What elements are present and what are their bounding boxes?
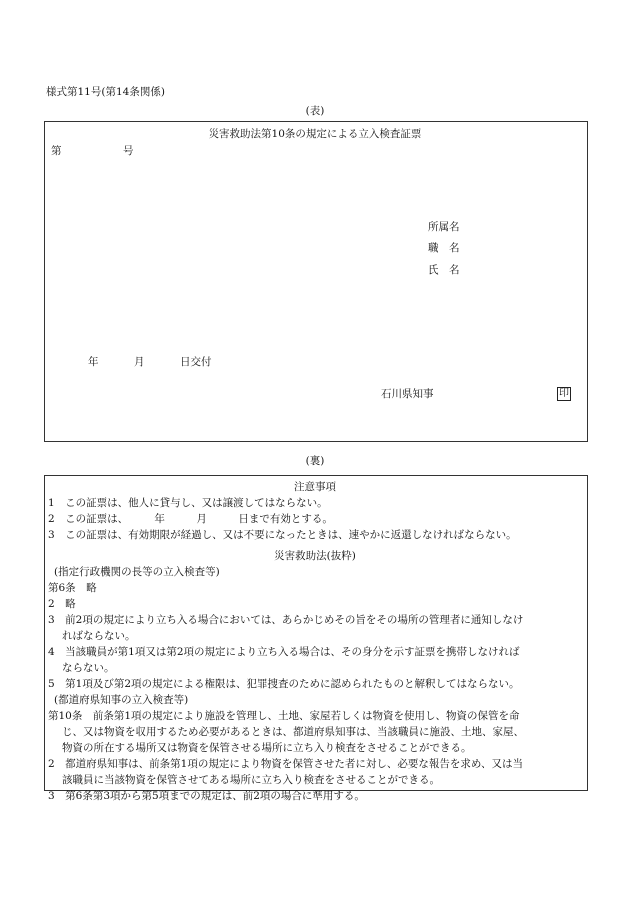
position-label: 職 名 <box>428 242 460 254</box>
issue-date-day: 日交付 <box>180 356 212 368</box>
note-item-2: 2 この証票は、 年 月 日まで有効とする。 <box>48 513 333 525</box>
law-article-10-item-2-cont: 該職員に当該物資を保管させてある場所に立ち入り検査をさせることができる。 <box>62 774 440 786</box>
law-article-6-item-3-cont: ればならない。 <box>62 630 136 642</box>
certificate-number-suffix: 号 <box>123 145 134 157</box>
law-article-6: 第6条 略 <box>48 582 97 594</box>
name-label: 氏 名 <box>428 264 460 276</box>
note-item-1: 1 この証票は、他人に貸与し、又は譲渡してはならない。 <box>48 497 328 509</box>
law-section-heading-10: (都道府県知事の立入検査等) <box>54 694 189 706</box>
form-number-label: 様式第11号(第14条関係) <box>46 86 165 98</box>
issue-date-year: 年 <box>88 356 99 368</box>
law-article-6-item-5: 5 第1項及び第2項の規定による権限は、犯罪捜査のために認められたものと解釈してはならない。 <box>48 678 520 690</box>
front-certificate-box <box>44 121 588 442</box>
seal-mark-icon: 印 <box>559 388 569 399</box>
law-article-6-item-3: 3 前2項の規定により立ち入る場合においては、あらかじめその旨をその場所の管理者に通知しなけ <box>48 614 524 626</box>
law-article-6-item-4: 4 当該職員が第1項又は第2項の規定により立ち入る場合は、その身分を示す証票を携帯しなければ <box>48 646 520 658</box>
law-section-heading-6: (指定行政機関の長等の立入検査等) <box>54 566 220 578</box>
certificate-number-prefix: 第 <box>51 145 62 157</box>
law-article-6-item-4-cont: ならない。 <box>62 662 115 674</box>
note-item-3: 3 この証票は、有効期限が経過し、又は不要になったときは、速やかに返還しなければならない。 <box>48 529 517 541</box>
notes-title: 注意事項 <box>294 481 336 493</box>
issue-date-month: 月 <box>134 356 145 368</box>
affiliation-label: 所属名 <box>428 221 460 233</box>
back-side-label: (裏) <box>305 455 325 467</box>
issuer-name: 石川県知事 <box>381 388 434 400</box>
law-article-6-item-2: 2 略 <box>48 598 76 610</box>
law-article-10-item-2: 2 都道府県知事は、前条第1項の規定により物資を保管させた者に対し、必要な報告を求め、又は当 <box>48 758 523 770</box>
law-article-10-item-3: 3 第6条第3項から第5項までの規定は、前2項の場合に準用する。 <box>48 790 365 802</box>
law-article-10: 第10条 前条第1項の規定により施設を管理し、土地、家屋若しくは物資を使用し、物資の保管を命 <box>48 710 520 722</box>
law-article-10-cont-2: 物資の所在する場所又は物資を保管させる場所に立ち入り検査をさせることができる。 <box>62 742 472 754</box>
certificate-title: 災害救助法第10条の規定による立入検査証票 <box>208 128 422 140</box>
law-excerpt-title: 災害救助法(抜粋) <box>274 550 356 562</box>
law-article-10-cont-1: じ、又は物資を収用するため必要があるときは、都道府県知事は、当該職員に施設、土地、家屋、 <box>62 726 524 738</box>
front-side-label: (表) <box>305 105 325 117</box>
